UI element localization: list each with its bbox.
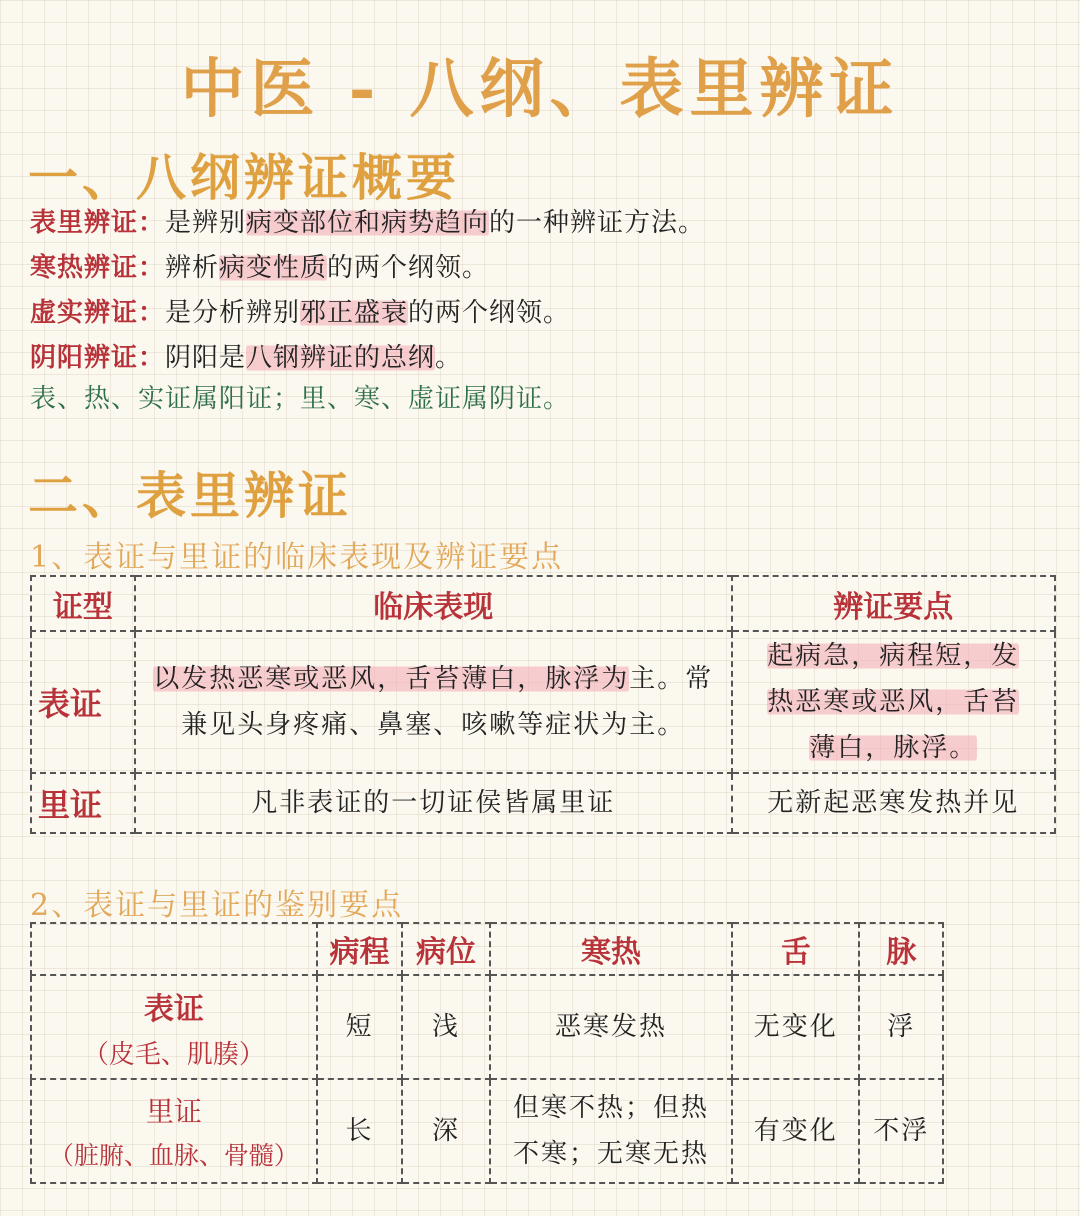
- section1-heading: 一、八纲辨证概要: [28, 148, 460, 207]
- cell-text: 主。常兼见头身疼痛、鼻塞、咳嗽等症状为主。: [181, 664, 714, 740]
- table-header: 辨证要点: [732, 576, 1055, 631]
- item-text: 。: [435, 343, 463, 373]
- table-cell: 无变化: [732, 975, 859, 1079]
- cell-highlight: 以发热恶寒或恶风，舌苔薄白，脉浮为: [153, 664, 630, 694]
- row-label: [31, 975, 317, 1079]
- table-header: 病位: [402, 923, 490, 975]
- row-name: 表证: [143, 991, 204, 1027]
- cell-highlight: 起病急，病程短，发: [767, 641, 1020, 671]
- row-sub: （皮毛、肌腠）: [82, 1039, 265, 1070]
- list-item: [30, 292, 570, 329]
- table-cell: 长: [317, 1079, 403, 1183]
- table-cell: 浅: [402, 975, 490, 1079]
- subheading-1: 1、表证与里证的临床表现及辨证要点: [30, 540, 564, 575]
- table-cell: 无新起恶寒发热并见: [732, 773, 1055, 833]
- table-header: 脉: [859, 923, 943, 975]
- list-item: [30, 337, 462, 374]
- comparison-table: [30, 922, 944, 1184]
- table-cell: 恶寒发热: [490, 975, 732, 1079]
- table-header: 病程: [317, 923, 403, 975]
- table-cell: [135, 631, 732, 773]
- table-cell: 不浮: [859, 1079, 943, 1183]
- table-cell: 深: [402, 1079, 490, 1183]
- table-cell: 有变化: [732, 1079, 859, 1183]
- item-text: 的两个纲领。: [408, 298, 571, 328]
- table-cell: 浮: [859, 975, 943, 1079]
- section2-heading: 二、表里辨证: [28, 466, 352, 525]
- list-item: [30, 202, 705, 239]
- item-text: 的两个纲领。: [327, 253, 490, 283]
- item-label: 寒热辨证：: [30, 253, 166, 283]
- item-text: 的一种辨证方法。: [489, 208, 706, 238]
- table-header: 证型: [31, 576, 135, 631]
- row-sub: （脏腑、血脉、骨髓）: [48, 1141, 299, 1170]
- row-label: [31, 1079, 317, 1183]
- item-text: 阴阳是: [165, 343, 247, 373]
- cell-line: 不寒；无寒无热: [512, 1139, 709, 1169]
- subheading-2: 2、表证与里证的鉴别要点: [30, 888, 404, 923]
- item-label: 表里辨证：: [30, 208, 166, 238]
- page-title: 中医 - 八纲、表里辨证: [180, 52, 900, 127]
- table-cell: [732, 631, 1055, 773]
- item-highlight: 病变性质: [219, 253, 328, 283]
- table-header: 舌: [732, 923, 859, 975]
- item-highlight: 病变部位和病势趋向: [246, 208, 490, 238]
- item-label: 阴阳辨证：: [30, 343, 166, 373]
- summary-line: 表、热、实证属阳证；里、寒、虚证属阴证。: [30, 384, 571, 414]
- row-label: 里证: [31, 773, 135, 833]
- cell-highlight: 热恶寒或恶风，舌苔: [767, 687, 1020, 717]
- item-highlight: 邪正盛衰: [300, 298, 409, 328]
- item-label: 虚实辨证：: [30, 298, 166, 328]
- clinical-table: [30, 575, 1056, 834]
- cell-highlight: 薄白，脉浮。: [809, 733, 978, 763]
- table-header: 临床表现: [135, 576, 732, 631]
- row-label: 表证: [31, 631, 135, 773]
- table-cell: 凡非表证的一切证侯皆属里证: [135, 773, 732, 833]
- table-cell: 短: [317, 975, 403, 1079]
- table-header: [31, 923, 317, 975]
- row-name: 里证: [145, 1095, 202, 1128]
- table-cell: [490, 1079, 732, 1183]
- item-text: 是辨别: [165, 208, 247, 238]
- item-highlight: 八钢辨证的总纲: [246, 343, 436, 373]
- item-text: 是分析辨别: [165, 298, 301, 328]
- cell-line: 但寒不热；但热: [512, 1093, 709, 1123]
- item-text: 辨析: [165, 253, 220, 283]
- list-item: [30, 247, 489, 284]
- table-header: 寒热: [490, 923, 732, 975]
